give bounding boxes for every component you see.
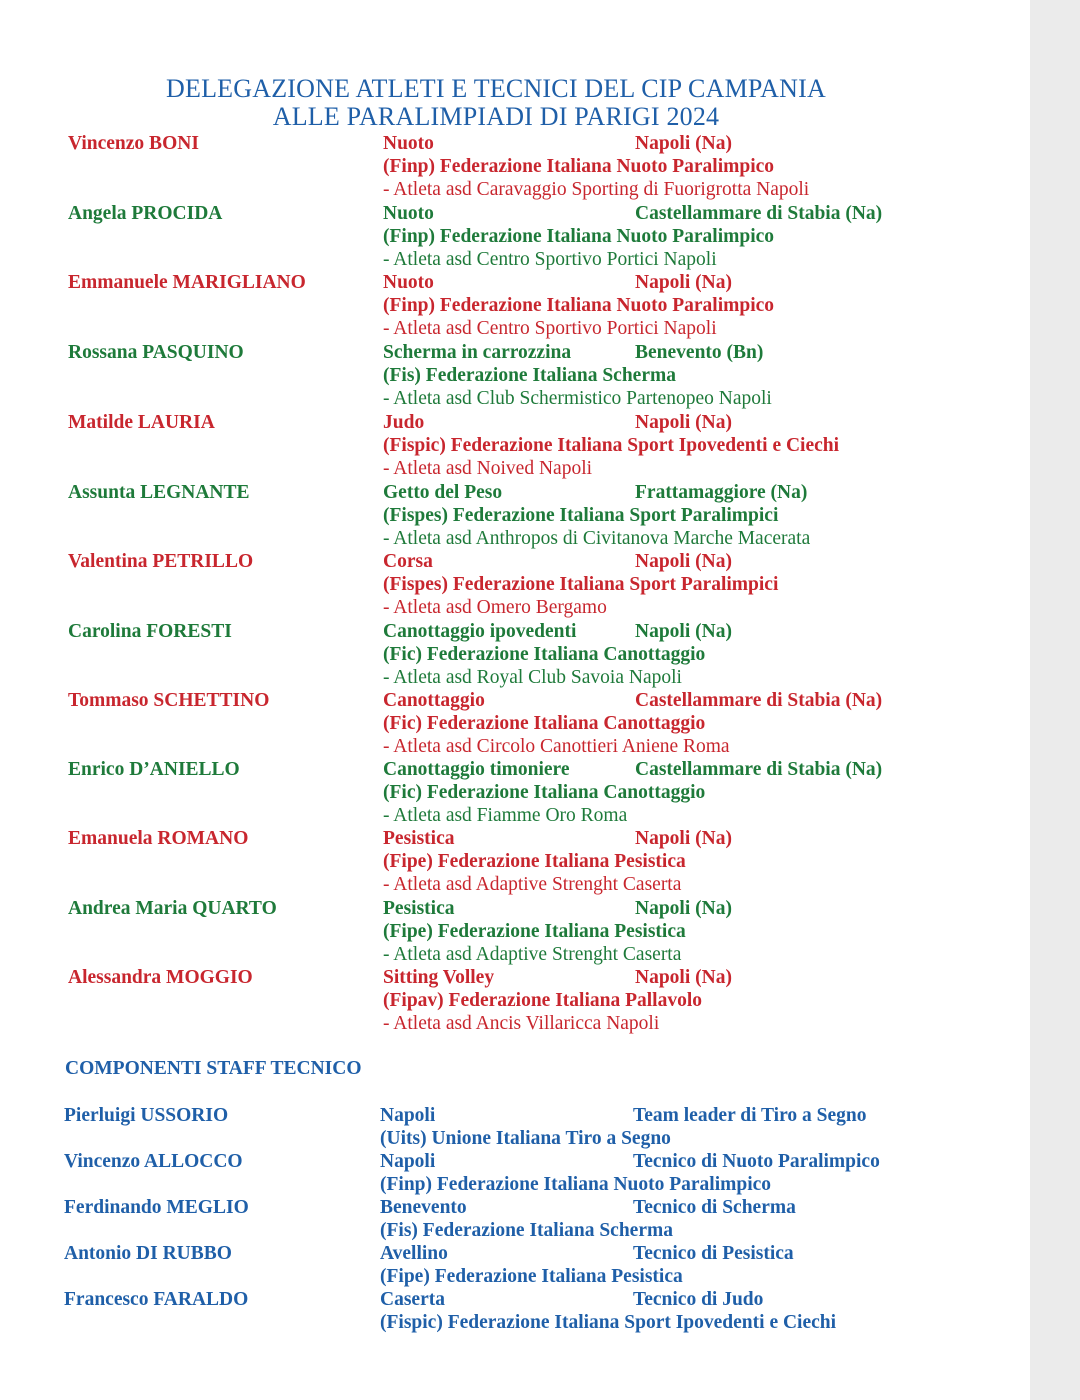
staff-role: Team leader di Tiro a Segno xyxy=(633,1105,867,1126)
staff-role: Tecnico di Judo xyxy=(633,1289,764,1310)
athlete-club: - Atleta asd Royal Club Savoia Napoli xyxy=(383,667,682,688)
athlete-city: Napoli (Na) xyxy=(635,133,732,154)
athlete-sport: Scherma in carrozzina xyxy=(383,342,572,363)
athlete-club: - Atleta asd Adaptive Strenght Caserta xyxy=(383,874,682,895)
athlete-federation: (Fic) Federazione Italiana Canottaggio xyxy=(383,644,706,665)
athlete-club: - Atleta asd Centro Sportivo Portici Napoli xyxy=(383,318,717,339)
athlete-name: Vincenzo BONI xyxy=(68,133,199,154)
athlete-federation: (Fic) Federazione Italiana Canottaggio xyxy=(383,782,706,803)
athlete-city: Benevento (Bn) xyxy=(635,342,764,363)
athlete-city: Frattamaggiore (Na) xyxy=(635,482,808,503)
staff-role: Tecnico di Pesistica xyxy=(633,1243,794,1264)
athlete-club: - Atleta asd Anthropos di Civitanova Marche Macerata xyxy=(383,528,811,549)
athlete-city: Castellammare di Stabia (Na) xyxy=(635,690,883,711)
athlete-club: - Atleta asd Adaptive Strenght Caserta xyxy=(383,944,682,965)
athlete-club: - Atleta asd Centro Sportivo Portici Napoli xyxy=(383,249,717,270)
athlete-federation: (Finp) Federazione Italiana Nuoto Paralimpico xyxy=(383,156,775,177)
athlete-sport: Sitting Volley xyxy=(383,967,495,988)
athlete-sport: Corsa xyxy=(383,551,433,572)
athlete-city: Napoli (Na) xyxy=(635,551,732,572)
athlete-name: Angela PROCIDA xyxy=(68,203,223,224)
athlete-federation: (Fis) Federazione Italiana Scherma xyxy=(383,365,676,386)
athlete-name: Emmanuele MARIGLIANO xyxy=(68,272,306,293)
athlete-name: Valentina PETRILLO xyxy=(68,551,254,572)
athlete-federation: (Finp) Federazione Italiana Nuoto Paralimpico xyxy=(383,295,775,316)
athlete-club: - Atleta asd Fiamme Oro Roma xyxy=(383,805,628,826)
athlete-entry xyxy=(0,758,1030,828)
athlete-sport: Canottaggio timoniere xyxy=(383,759,570,780)
athlete-entry xyxy=(0,827,1030,897)
staff-city: Napoli xyxy=(380,1151,436,1172)
athlete-entry xyxy=(0,620,1030,690)
athlete-club: - Atleta asd Caravaggio Sporting di Fuorigrotta Napoli xyxy=(383,179,810,200)
athlete-entry xyxy=(0,481,1030,551)
athlete-city: Napoli (Na) xyxy=(635,828,732,849)
athlete-city: Napoli (Na) xyxy=(635,621,732,642)
athlete-city: Castellammare di Stabia (Na) xyxy=(635,203,883,224)
document-title-line-2: ALLE PARALIMPIADI DI PARIGI 2024 xyxy=(272,102,720,131)
staff-name: Francesco FARALDO xyxy=(64,1289,249,1310)
staff-role: Tecnico di Scherma xyxy=(633,1197,796,1218)
athlete-club: - Atleta asd Omero Bergamo xyxy=(383,597,607,618)
athlete-federation: (Finp) Federazione Italiana Nuoto Paralimpico xyxy=(383,226,775,247)
athlete-name: Enrico D’ANIELLO xyxy=(68,759,240,780)
athlete-entry xyxy=(0,897,1030,967)
staff-federation: (Fipe) Federazione Italiana Pesistica xyxy=(380,1266,683,1287)
athlete-entry xyxy=(0,132,1030,202)
athlete-club: - Atleta asd Club Schermistico Partenopeo Napoli xyxy=(383,388,772,409)
staff-role: Tecnico di Nuoto Paralimpico xyxy=(633,1151,880,1172)
athlete-sport: Pesistica xyxy=(383,898,455,919)
staff-federation: (Finp) Federazione Italiana Nuoto Paralimpico xyxy=(380,1174,772,1195)
athlete-sport: Judo xyxy=(383,412,425,433)
athlete-sport: Nuoto xyxy=(383,272,434,293)
staff-city: Napoli xyxy=(380,1105,436,1126)
document-title-line-1: DELEGAZIONE ATLETI E TECNICI DEL CIP CAMPANIA xyxy=(166,74,826,103)
athlete-name: Alessandra MOGGIO xyxy=(68,967,253,988)
staff-city: Avellino xyxy=(380,1243,448,1264)
athlete-federation: (Fipe) Federazione Italiana Pesistica xyxy=(383,851,686,872)
athlete-name: Andrea Maria QUARTO xyxy=(68,898,277,919)
athlete-name: Tommaso SCHETTINO xyxy=(68,690,270,711)
staff-federation: (Fispic) Federazione Italiana Sport Ipovedenti e Ciechi xyxy=(380,1312,837,1333)
athlete-city: Napoli (Na) xyxy=(635,967,732,988)
athlete-name: Rossana PASQUINO xyxy=(68,342,244,363)
staff-city: Caserta xyxy=(380,1289,445,1310)
athlete-federation: (Fipe) Federazione Italiana Pesistica xyxy=(383,921,686,942)
staff-entry xyxy=(0,1196,1030,1242)
staff-federation: (Uits) Unione Italiana Tiro a Segno xyxy=(380,1128,671,1149)
athlete-city: Castellammare di Stabia (Na) xyxy=(635,759,883,780)
staff-federation: (Fis) Federazione Italiana Scherma xyxy=(380,1220,673,1241)
athlete-name: Carolina FORESTI xyxy=(68,621,232,642)
staff-city: Benevento xyxy=(380,1197,467,1218)
athlete-sport: Getto del Peso xyxy=(383,482,503,503)
athlete-club: - Atleta asd Ancis Villaricca Napoli xyxy=(383,1013,660,1034)
athlete-federation: (Fic) Federazione Italiana Canottaggio xyxy=(383,713,706,734)
athlete-club: - Atleta asd Noived Napoli xyxy=(383,458,593,479)
staff-entry xyxy=(0,1288,1030,1334)
athlete-sport: Pesistica xyxy=(383,828,455,849)
athlete-city: Napoli (Na) xyxy=(635,272,732,293)
athlete-name: Emanuela ROMANO xyxy=(68,828,249,849)
athlete-entry xyxy=(0,202,1030,272)
athlete-sport: Canottaggio ipovedenti xyxy=(383,621,577,642)
staff-entry xyxy=(0,1242,1030,1288)
staff-heading: COMPONENTI STAFF TECNICO xyxy=(65,1058,362,1079)
athlete-name: Matilde LAURIA xyxy=(68,412,215,433)
staff-name: Pierluigi USSORIO xyxy=(64,1105,229,1126)
athlete-federation: (Fispes) Federazione Italiana Sport Paralimpici xyxy=(383,505,779,526)
athlete-sport: Canottaggio xyxy=(383,690,485,711)
athlete-entry xyxy=(0,550,1030,620)
athlete-name: Assunta LEGNANTE xyxy=(68,482,250,503)
athlete-entry xyxy=(0,689,1030,759)
athlete-entry xyxy=(0,341,1030,411)
athlete-federation: (Fispes) Federazione Italiana Sport Paralimpici xyxy=(383,574,779,595)
staff-name: Vincenzo ALLOCCO xyxy=(64,1151,243,1172)
athlete-entry xyxy=(0,411,1030,481)
staff-entry xyxy=(0,1150,1030,1196)
staff-entry xyxy=(0,1104,1030,1150)
athlete-sport: Nuoto xyxy=(383,203,434,224)
athlete-club: - Atleta asd Circolo Canottieri Aniene Roma xyxy=(383,736,730,757)
staff-name: Antonio DI RUBBO xyxy=(64,1243,232,1264)
athlete-federation: (Fipav) Federazione Italiana Pallavolo xyxy=(383,990,703,1011)
athlete-entry xyxy=(0,966,1030,1036)
athlete-sport: Nuoto xyxy=(383,133,434,154)
athlete-federation: (Fispic) Federazione Italiana Sport Ipovedenti e Ciechi xyxy=(383,435,840,456)
athlete-entry xyxy=(0,271,1030,341)
athlete-city: Napoli (Na) xyxy=(635,898,732,919)
staff-name: Ferdinando MEGLIO xyxy=(64,1197,249,1218)
athlete-city: Napoli (Na) xyxy=(635,412,732,433)
